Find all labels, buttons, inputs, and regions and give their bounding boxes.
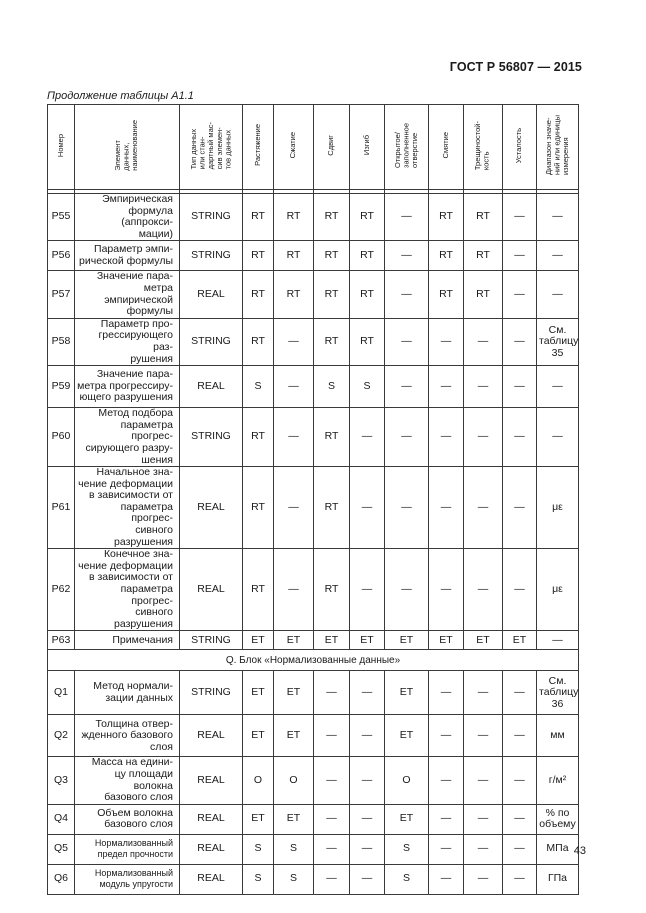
data-type: REAL bbox=[180, 757, 243, 804]
applicability-cell: ET bbox=[350, 631, 385, 650]
applicability-cell: — bbox=[429, 366, 464, 408]
applicability-cell: — bbox=[350, 408, 385, 467]
row-number: Q3 bbox=[48, 757, 75, 804]
applicability-cell: — bbox=[350, 549, 385, 631]
row-number: P59 bbox=[48, 366, 75, 408]
table-row bbox=[48, 631, 579, 650]
column-header bbox=[350, 105, 385, 190]
table-row bbox=[48, 549, 579, 631]
applicability-cell: — bbox=[429, 834, 464, 864]
value-range: мм bbox=[537, 715, 579, 757]
table-caption: Продолжение таблицы А1.1 bbox=[47, 90, 194, 102]
data-type: STRING bbox=[180, 408, 243, 467]
table-row bbox=[48, 366, 579, 408]
column-header-label: Сдвиг bbox=[326, 134, 336, 156]
data-type: REAL bbox=[180, 864, 243, 894]
element-name: Параметр про- грессирующего раз- рушения bbox=[75, 318, 180, 365]
element-name: Значение пара- метра прогрессиру- ющего разрушения bbox=[75, 366, 180, 408]
row-number: Q5 bbox=[48, 834, 75, 864]
value-range: — bbox=[537, 194, 579, 241]
element-name: Эмпирическая формула (аппрокси- мации) bbox=[75, 194, 180, 241]
data-type: STRING bbox=[180, 241, 243, 271]
element-name: Масса на едини- цу площади волокна базового слоя bbox=[75, 757, 180, 804]
row-number: P60 bbox=[48, 408, 75, 467]
applicability-cell: S bbox=[314, 366, 350, 408]
column-header bbox=[180, 105, 243, 190]
table-row bbox=[48, 834, 579, 864]
applicability-cell: — bbox=[350, 804, 385, 834]
column-header-label: Элемент данных, наименование bbox=[113, 119, 140, 171]
applicability-cell: RT bbox=[314, 467, 350, 549]
applicability-cell: — bbox=[274, 549, 314, 631]
row-number: P57 bbox=[48, 271, 75, 318]
applicability-cell: — bbox=[274, 318, 314, 365]
applicability-cell: S bbox=[274, 834, 314, 864]
data-type: STRING bbox=[180, 631, 243, 650]
data-type: REAL bbox=[180, 715, 243, 757]
column-header bbox=[48, 105, 75, 190]
applicability-cell: S bbox=[243, 864, 274, 894]
standard-header: ГОСТ Р 56807 — 2015 bbox=[449, 60, 582, 74]
column-header bbox=[385, 105, 429, 190]
applicability-cell: O bbox=[274, 757, 314, 804]
applicability-cell: — bbox=[385, 549, 429, 631]
applicability-cell: — bbox=[314, 834, 350, 864]
applicability-cell: — bbox=[429, 715, 464, 757]
row-number: Q2 bbox=[48, 715, 75, 757]
applicability-cell: — bbox=[385, 271, 429, 318]
applicability-cell: RT bbox=[243, 194, 274, 241]
applicability-cell: RT bbox=[274, 241, 314, 271]
applicability-cell: — bbox=[314, 757, 350, 804]
data-type: REAL bbox=[180, 549, 243, 631]
applicability-cell: ET bbox=[385, 631, 429, 650]
data-type: STRING bbox=[180, 194, 243, 241]
applicability-cell: — bbox=[503, 804, 537, 834]
applicability-cell: RT bbox=[350, 241, 385, 271]
applicability-cell: RT bbox=[429, 241, 464, 271]
applicability-cell: — bbox=[503, 715, 537, 757]
column-header-label: Номер bbox=[55, 133, 65, 157]
applicability-cell: — bbox=[350, 757, 385, 804]
value-range: См. таблицу 35 bbox=[537, 318, 579, 365]
applicability-cell: — bbox=[503, 549, 537, 631]
applicability-cell: — bbox=[350, 671, 385, 715]
applicability-cell: RT bbox=[350, 194, 385, 241]
data-type: REAL bbox=[180, 467, 243, 549]
element-name: Значение пара- метра эмпирической формулы bbox=[75, 271, 180, 318]
row-number: P61 bbox=[48, 467, 75, 549]
applicability-cell: — bbox=[503, 194, 537, 241]
data-type: REAL bbox=[180, 804, 243, 834]
applicability-cell: — bbox=[429, 467, 464, 549]
element-name: Объем волокна базового слоя bbox=[75, 804, 180, 834]
applicability-cell: RT bbox=[429, 194, 464, 241]
applicability-cell: — bbox=[503, 271, 537, 318]
data-type: STRING bbox=[180, 318, 243, 365]
column-header bbox=[314, 105, 350, 190]
column-header-label: Смятие bbox=[440, 131, 450, 159]
applicability-cell: RT bbox=[350, 271, 385, 318]
data-elements-table bbox=[47, 104, 579, 895]
applicability-cell: — bbox=[429, 864, 464, 894]
applicability-cell: RT bbox=[274, 271, 314, 318]
applicability-cell: RT bbox=[243, 549, 274, 631]
applicability-cell: ET bbox=[385, 671, 429, 715]
table-row bbox=[48, 408, 579, 467]
table-row bbox=[48, 194, 579, 241]
column-header-label: Трещиностой- кость bbox=[473, 120, 491, 170]
applicability-cell: — bbox=[429, 549, 464, 631]
applicability-cell: S bbox=[385, 864, 429, 894]
element-name: Конечное зна- чение деформации в зависимости от параметра прогрес- сивного разрушения bbox=[75, 549, 180, 631]
applicability-cell: — bbox=[350, 834, 385, 864]
applicability-cell: — bbox=[385, 194, 429, 241]
element-name: Начальное зна- чение деформации в зависимости от параметра прогрес- сивного разрушения bbox=[75, 467, 180, 549]
applicability-cell: RT bbox=[314, 271, 350, 318]
applicability-cell: RT bbox=[314, 318, 350, 365]
applicability-cell: — bbox=[314, 864, 350, 894]
table-row bbox=[48, 715, 579, 757]
applicability-cell: — bbox=[429, 671, 464, 715]
applicability-cell: — bbox=[274, 408, 314, 467]
applicability-cell: RT bbox=[314, 241, 350, 271]
applicability-cell: RT bbox=[243, 318, 274, 365]
applicability-cell: — bbox=[503, 864, 537, 894]
applicability-cell: — bbox=[503, 757, 537, 804]
applicability-cell: — bbox=[464, 757, 503, 804]
applicability-cell: ET bbox=[274, 804, 314, 834]
applicability-cell: — bbox=[385, 318, 429, 365]
table-row bbox=[48, 467, 579, 549]
applicability-cell: — bbox=[464, 834, 503, 864]
applicability-cell: RT bbox=[314, 549, 350, 631]
section-row bbox=[48, 650, 579, 671]
value-range: — bbox=[537, 271, 579, 318]
applicability-cell: ET bbox=[314, 631, 350, 650]
column-header bbox=[274, 105, 314, 190]
value-range: με bbox=[537, 467, 579, 549]
applicability-cell: ET bbox=[274, 715, 314, 757]
applicability-cell: RT bbox=[314, 194, 350, 241]
column-header-label: Сжатие bbox=[288, 132, 298, 159]
applicability-cell: RT bbox=[429, 271, 464, 318]
value-range: г/м² bbox=[537, 757, 579, 804]
column-header bbox=[537, 105, 579, 190]
column-header-label: Изгиб bbox=[361, 135, 371, 156]
applicability-cell: RT bbox=[243, 271, 274, 318]
applicability-cell: S bbox=[350, 366, 385, 408]
applicability-cell: ET bbox=[243, 671, 274, 715]
row-number: Q6 bbox=[48, 864, 75, 894]
applicability-cell: — bbox=[503, 671, 537, 715]
applicability-cell: — bbox=[503, 318, 537, 365]
applicability-cell: RT bbox=[243, 467, 274, 549]
value-range: См. таблицу 36 bbox=[537, 671, 579, 715]
applicability-cell: — bbox=[385, 366, 429, 408]
applicability-cell: O bbox=[385, 757, 429, 804]
applicability-cell: — bbox=[385, 467, 429, 549]
value-range: ГПа bbox=[537, 864, 579, 894]
row-number: P63 bbox=[48, 631, 75, 650]
applicability-cell: RT bbox=[464, 241, 503, 271]
table-row bbox=[48, 671, 579, 715]
applicability-cell: — bbox=[464, 671, 503, 715]
applicability-cell: S bbox=[274, 864, 314, 894]
value-range: με bbox=[537, 549, 579, 631]
applicability-cell: — bbox=[503, 467, 537, 549]
table-header-row bbox=[48, 105, 579, 190]
applicability-cell: S bbox=[243, 834, 274, 864]
applicability-cell: RT bbox=[243, 241, 274, 271]
applicability-cell: — bbox=[350, 715, 385, 757]
applicability-cell: ET bbox=[503, 631, 537, 650]
applicability-cell: — bbox=[503, 241, 537, 271]
element-name: Нормализованный модуль упругости bbox=[75, 864, 180, 894]
table-row bbox=[48, 271, 579, 318]
element-name: Толщина отвер- жденного базового слоя bbox=[75, 715, 180, 757]
column-header bbox=[429, 105, 464, 190]
table-row bbox=[48, 757, 579, 804]
applicability-cell: — bbox=[464, 715, 503, 757]
element-name: Нормализованный предел прочности bbox=[75, 834, 180, 864]
column-header bbox=[503, 105, 537, 190]
applicability-cell: — bbox=[464, 318, 503, 365]
applicability-cell: RT bbox=[314, 408, 350, 467]
applicability-cell: ET bbox=[429, 631, 464, 650]
applicability-cell: S bbox=[385, 834, 429, 864]
column-header bbox=[75, 105, 180, 190]
row-number: P62 bbox=[48, 549, 75, 631]
applicability-cell: ET bbox=[464, 631, 503, 650]
applicability-cell: — bbox=[314, 804, 350, 834]
row-number: P55 bbox=[48, 194, 75, 241]
element-name: Метод подбора параметра прогрес- сирующего разру- шения bbox=[75, 408, 180, 467]
row-number: Q4 bbox=[48, 804, 75, 834]
applicability-cell: — bbox=[350, 864, 385, 894]
applicability-cell: — bbox=[503, 408, 537, 467]
applicability-cell: RT bbox=[464, 271, 503, 318]
applicability-cell: — bbox=[385, 408, 429, 467]
table-row bbox=[48, 241, 579, 271]
applicability-cell: — bbox=[274, 467, 314, 549]
applicability-cell: — bbox=[464, 804, 503, 834]
applicability-cell: S bbox=[243, 366, 274, 408]
value-range: — bbox=[537, 408, 579, 467]
applicability-cell: — bbox=[350, 467, 385, 549]
data-type: STRING bbox=[180, 671, 243, 715]
applicability-cell: — bbox=[464, 864, 503, 894]
applicability-cell: ET bbox=[243, 631, 274, 650]
element-name: Метод нормали- зации данных bbox=[75, 671, 180, 715]
value-range: — bbox=[537, 631, 579, 650]
value-range: % по объему bbox=[537, 804, 579, 834]
table-row bbox=[48, 318, 579, 365]
applicability-cell: — bbox=[429, 757, 464, 804]
applicability-cell: — bbox=[314, 671, 350, 715]
element-name: Примечания bbox=[75, 631, 180, 650]
applicability-cell: ET bbox=[274, 631, 314, 650]
row-number: P56 bbox=[48, 241, 75, 271]
applicability-cell: — bbox=[429, 318, 464, 365]
applicability-cell: ET bbox=[385, 715, 429, 757]
applicability-cell: — bbox=[314, 715, 350, 757]
page-number: 43 bbox=[573, 845, 586, 857]
applicability-cell: — bbox=[464, 366, 503, 408]
column-header bbox=[243, 105, 274, 190]
applicability-cell: O bbox=[243, 757, 274, 804]
applicability-cell: — bbox=[464, 549, 503, 631]
column-header-label: Тип данных или стан- дартный мас- сив элемен- тов данных bbox=[188, 121, 232, 169]
element-name: Параметр эмпи- рической формулы bbox=[75, 241, 180, 271]
applicability-cell: ET bbox=[274, 671, 314, 715]
column-header-label: Усталость bbox=[514, 127, 524, 163]
applicability-cell: RT bbox=[350, 318, 385, 365]
column-header-label: Растяжение bbox=[252, 124, 262, 167]
applicability-cell: RT bbox=[243, 408, 274, 467]
applicability-cell: RT bbox=[274, 194, 314, 241]
applicability-cell: ET bbox=[243, 715, 274, 757]
applicability-cell: — bbox=[274, 366, 314, 408]
data-type: REAL bbox=[180, 271, 243, 318]
applicability-cell: — bbox=[503, 366, 537, 408]
table-row bbox=[48, 804, 579, 834]
applicability-cell: ET bbox=[385, 804, 429, 834]
applicability-cell: — bbox=[429, 408, 464, 467]
table-row bbox=[48, 864, 579, 894]
applicability-cell: — bbox=[464, 408, 503, 467]
applicability-cell: — bbox=[385, 241, 429, 271]
data-type: REAL bbox=[180, 834, 243, 864]
row-number: Q1 bbox=[48, 671, 75, 715]
applicability-cell: — bbox=[503, 834, 537, 864]
applicability-cell: ET bbox=[243, 804, 274, 834]
value-range: — bbox=[537, 366, 579, 408]
data-type: REAL bbox=[180, 366, 243, 408]
applicability-cell: RT bbox=[464, 194, 503, 241]
column-header-label: Диапазон значе- ний или единицы измерения bbox=[543, 115, 570, 176]
row-number: P58 bbox=[48, 318, 75, 365]
column-header-label: Открытое/ заполненное отверстие bbox=[392, 122, 419, 168]
section-title: Q. Блок «Нормализованные данные» bbox=[48, 650, 579, 671]
value-range: МПа bbox=[537, 834, 579, 864]
value-range: — bbox=[537, 241, 579, 271]
column-header bbox=[464, 105, 503, 190]
applicability-cell: — bbox=[464, 467, 503, 549]
applicability-cell: — bbox=[429, 804, 464, 834]
